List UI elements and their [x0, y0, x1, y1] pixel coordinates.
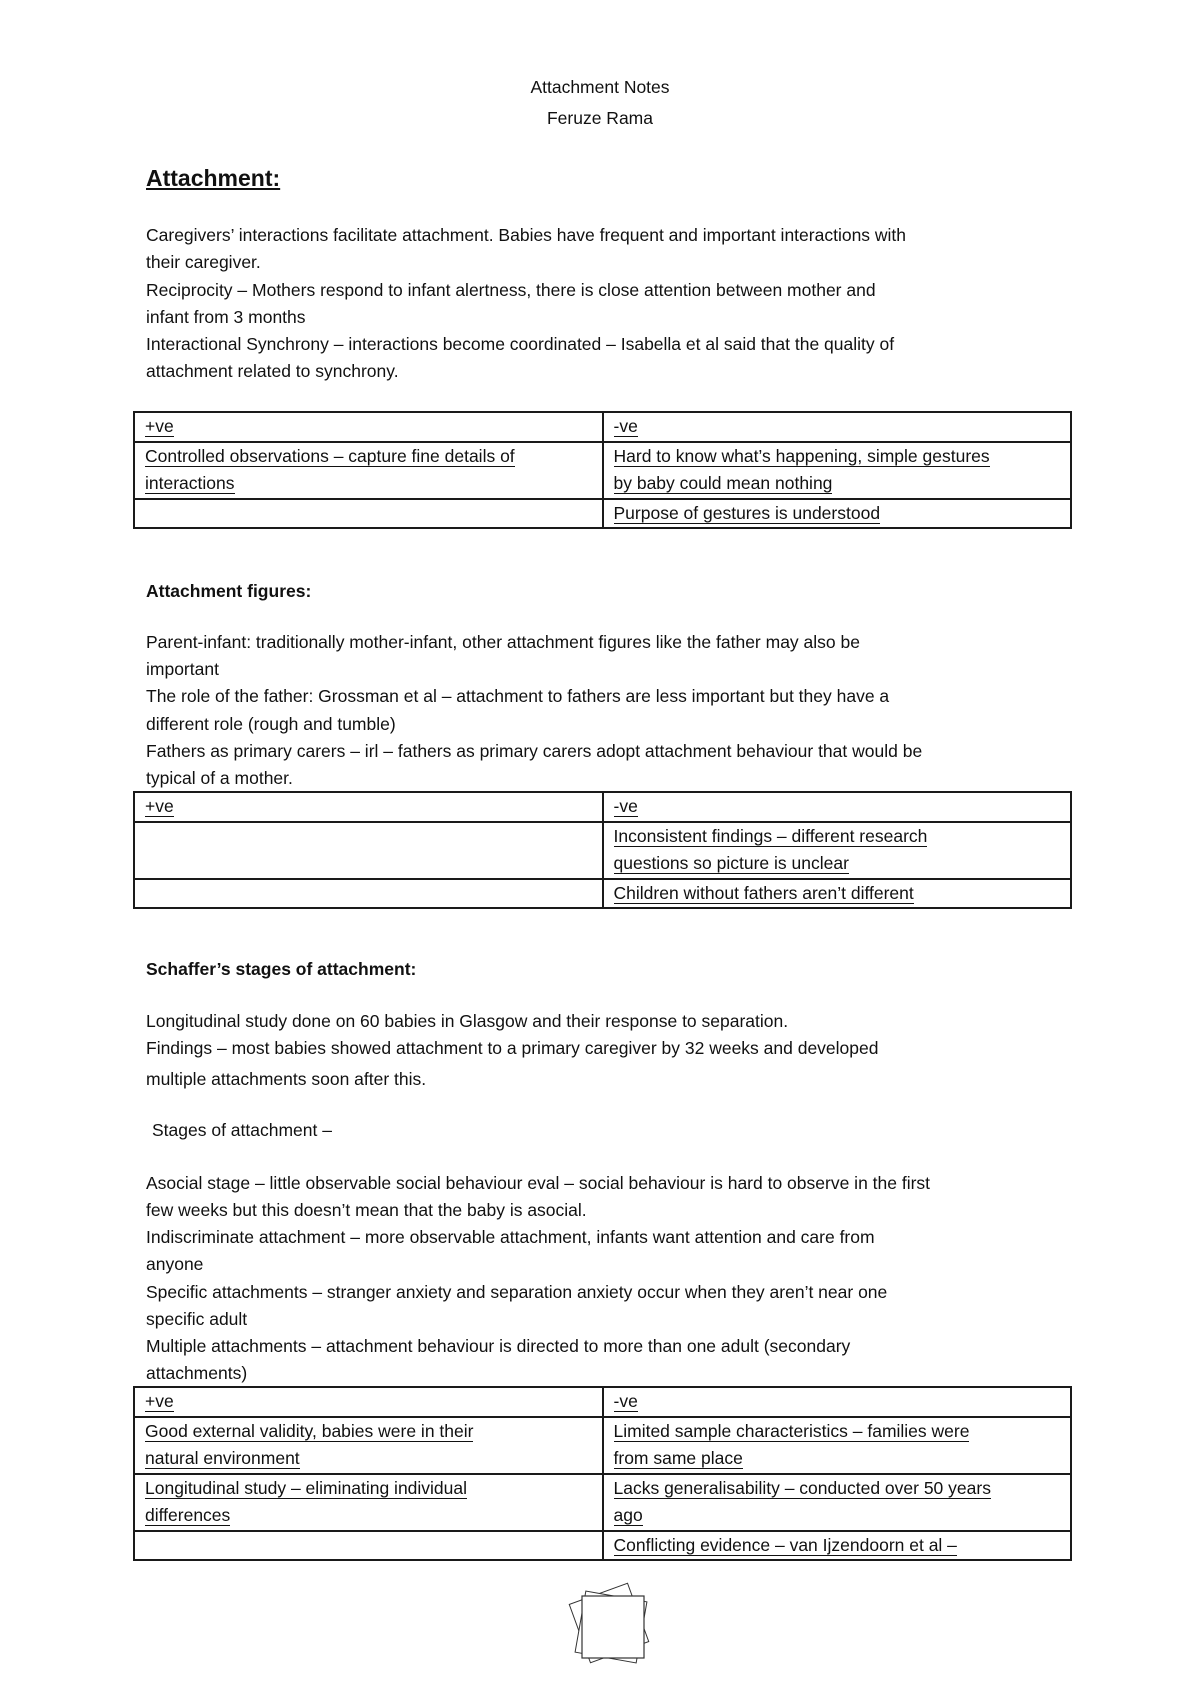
- paragraph-line: infant from 3 months: [146, 307, 306, 327]
- stacked-papers-icon: [560, 1578, 660, 1678]
- paragraph-line: Findings – most babies showed attachment to a primary caregiver by 32 weeks and developed: [146, 1038, 879, 1058]
- paragraph-line: Fathers as primary carers – irl – fathers as primary carers adopt attachment behaviour that would be: [146, 741, 923, 761]
- positive-cell: [134, 1531, 603, 1561]
- positive-cell: Controlled observations – capture fine details of interactions: [134, 442, 603, 499]
- document-author: Feruze Rama: [546, 108, 653, 128]
- positive-cell: [134, 822, 603, 879]
- paragraph-line: Longitudinal study done on 60 babies in Glasgow and their response to separation.: [146, 1011, 789, 1031]
- paragraph-line: Reciprocity – Mothers respond to infant alertness, there is close attention between mother and: [146, 280, 876, 300]
- positive-cell: [134, 499, 603, 529]
- stage-line: Specific attachments – stranger anxiety and separation anxiety occur when they aren’t near one: [146, 1282, 888, 1302]
- negative-cell: Limited sample characteristics – families were from same place: [603, 1417, 1072, 1474]
- stage-line: anyone: [146, 1254, 204, 1274]
- stage-line: few weeks but this doesn’t mean that the baby is asocial.: [146, 1200, 587, 1220]
- paragraph-line: Interactional Synchrony – interactions become coordinated – Isabella et al said that the quality of: [146, 334, 895, 354]
- evaluation-table-schaffer: [133, 1386, 1072, 1561]
- negative-cell: Children without fathers aren’t different: [603, 879, 1072, 909]
- paragraph-line: Caregivers’ interactions facilitate attachment. Babies have frequent and important interactions with: [146, 225, 907, 245]
- section-heading-attachment: Attachment:: [146, 165, 281, 191]
- evaluation-table-attachment: [133, 411, 1072, 529]
- negative-cell: Purpose of gestures is understood: [603, 499, 1072, 529]
- positive-cell: [134, 879, 603, 909]
- paragraph-line: different role (rough and tumble): [146, 714, 396, 734]
- stage-line: Indiscriminate attachment – more observable attachment, infants want attention and care from: [146, 1227, 875, 1247]
- paragraph-line: important: [146, 659, 219, 679]
- negative-cell: Inconsistent findings – different research questions so picture is unclear: [603, 822, 1072, 879]
- evaluation-table-attachment-figures: [133, 791, 1072, 909]
- document-title: Attachment Notes: [530, 77, 670, 97]
- positive-cell: Good external validity, babies were in their natural environment: [134, 1417, 603, 1474]
- positive-cell: Longitudinal study – eliminating individual differences: [134, 1474, 603, 1531]
- positive-header: +ve: [134, 1387, 603, 1417]
- stages-label: Stages of attachment –: [152, 1120, 332, 1140]
- negative-header: -ve: [603, 412, 1072, 442]
- stage-line: attachments): [146, 1363, 248, 1383]
- paragraph-line: attachment related to synchrony.: [146, 361, 399, 381]
- negative-header: -ve: [603, 792, 1072, 822]
- negative-cell: Conflicting evidence – van Ijzendoorn et al –: [603, 1531, 1072, 1561]
- paragraph-line: their caregiver.: [146, 252, 261, 272]
- paragraph-line: multiple attachments soon after this.: [146, 1069, 427, 1089]
- stage-line: specific adult: [146, 1309, 248, 1329]
- stage-line: Asocial stage – little observable social behaviour eval – social behaviour is hard to observe in the first: [146, 1173, 931, 1193]
- positive-header: +ve: [134, 792, 603, 822]
- paragraph-line: Parent-infant: traditionally mother-infant, other attachment figures like the father may also be: [146, 632, 860, 652]
- negative-cell: Hard to know what’s happening, simple gestures by baby could mean nothing: [603, 442, 1072, 499]
- negative-cell: Lacks generalisability – conducted over 50 years ago: [603, 1474, 1072, 1531]
- section-heading-attachment-figures: Attachment figures:: [146, 581, 312, 601]
- stage-line: Multiple attachments – attachment behaviour is directed to more than one adult (secondary: [146, 1336, 851, 1356]
- positive-header: +ve: [134, 412, 603, 442]
- negative-header: -ve: [603, 1387, 1072, 1417]
- paragraph-line: The role of the father: Grossman et al – attachment to fathers are less important but they have a: [146, 686, 890, 706]
- section-heading-schaffer-stages: Schaffer’s stages of attachment:: [146, 959, 417, 979]
- paragraph-line: typical of a mother.: [146, 768, 293, 788]
